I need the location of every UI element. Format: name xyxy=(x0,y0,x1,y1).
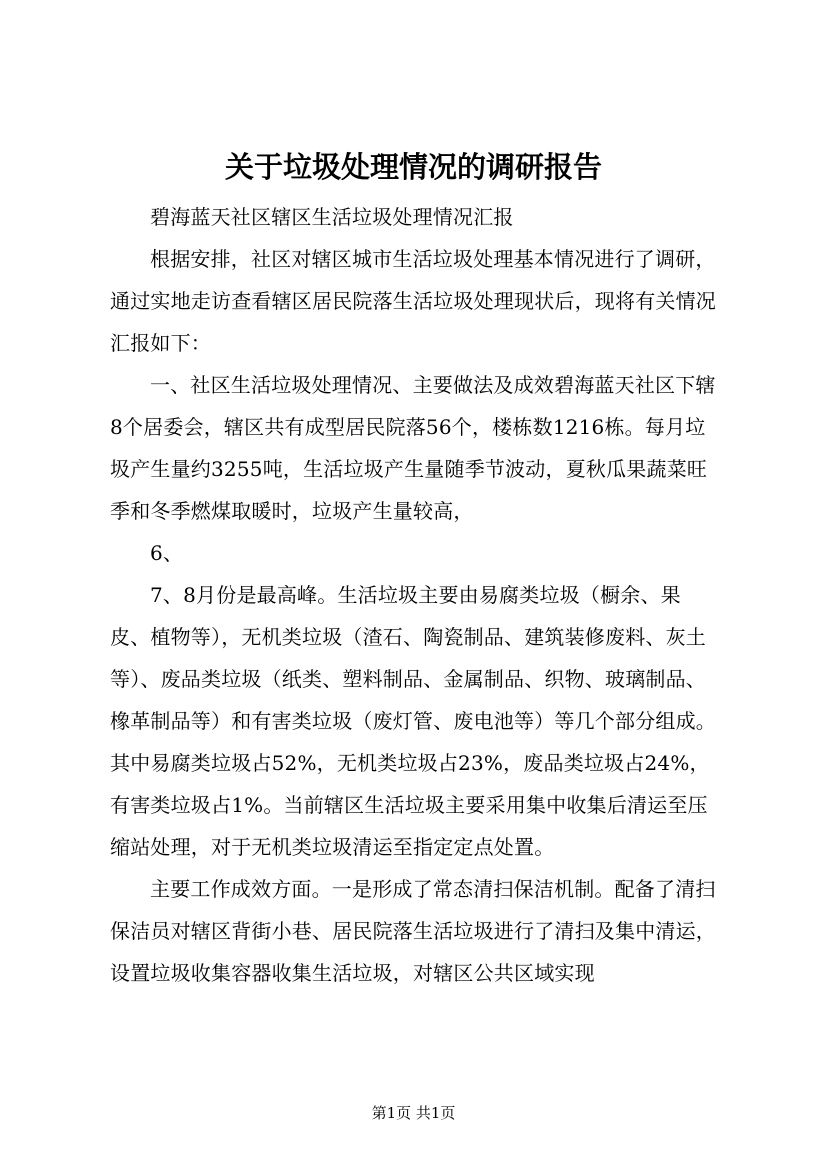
paragraph-achievements: 主要工作成效方面。一是形成了常态清扫保洁机制。配备了清扫保洁员对辖区背街小巷、居民院落生活垃圾进行了清扫及集中清运，设置垃圾收集容器收集生活垃圾，对辖区公共区域实现 xyxy=(110,877,716,985)
paragraph-intro: 根据安排，社区对辖区城市生活垃圾处理基本情况进行了调研，通过实地走访查看辖区居民院落生活垃圾处理现状后，现将有关情况汇报如下： xyxy=(110,247,716,355)
document-body xyxy=(110,196,720,994)
paragraph-section-one: 一、社区生活垃圾处理情况、主要做法及成效碧海蓝天社区下辖8个居委会，辖区共有成型居民院落56个，楼栋数1216栋。每月垃圾产生量约3255吨，生活垃圾产生量随季节波动，夏秋瓜果蔬菜旺季和冬季燃煤取暖时，垃圾产生量较高， xyxy=(110,373,716,523)
paragraph-composition: 7、8月份是最高峰。生活垃圾主要由易腐类垃圾（橱余、果皮、植物等），无机类垃圾（渣石、陶瓷制品、建筑装修废料、灰土等）、废品类垃圾（纸类、塑料制品、金属制品、织物、玻璃制品、橡革制品等）和有害类垃圾（废灯管、废电池等）等几个部分组成。其中易腐类垃圾占52%，无机类垃圾占23%，废品类垃圾占24%，有害类垃圾占1%。当前辖区生活垃圾主要采用集中收集后清运至压缩站处理，对于无机类垃圾清运至指定定点处置。 xyxy=(110,583,716,859)
paragraph-fragment: 6、 xyxy=(150,541,184,565)
paragraph-subtitle: 碧海蓝天社区辖区生活垃圾处理情况汇报 xyxy=(150,205,514,229)
document-title: 关于垃圾处理情况的调研报告 xyxy=(224,150,602,184)
page-number-footer: 第1页 共1页 xyxy=(371,1104,456,1122)
